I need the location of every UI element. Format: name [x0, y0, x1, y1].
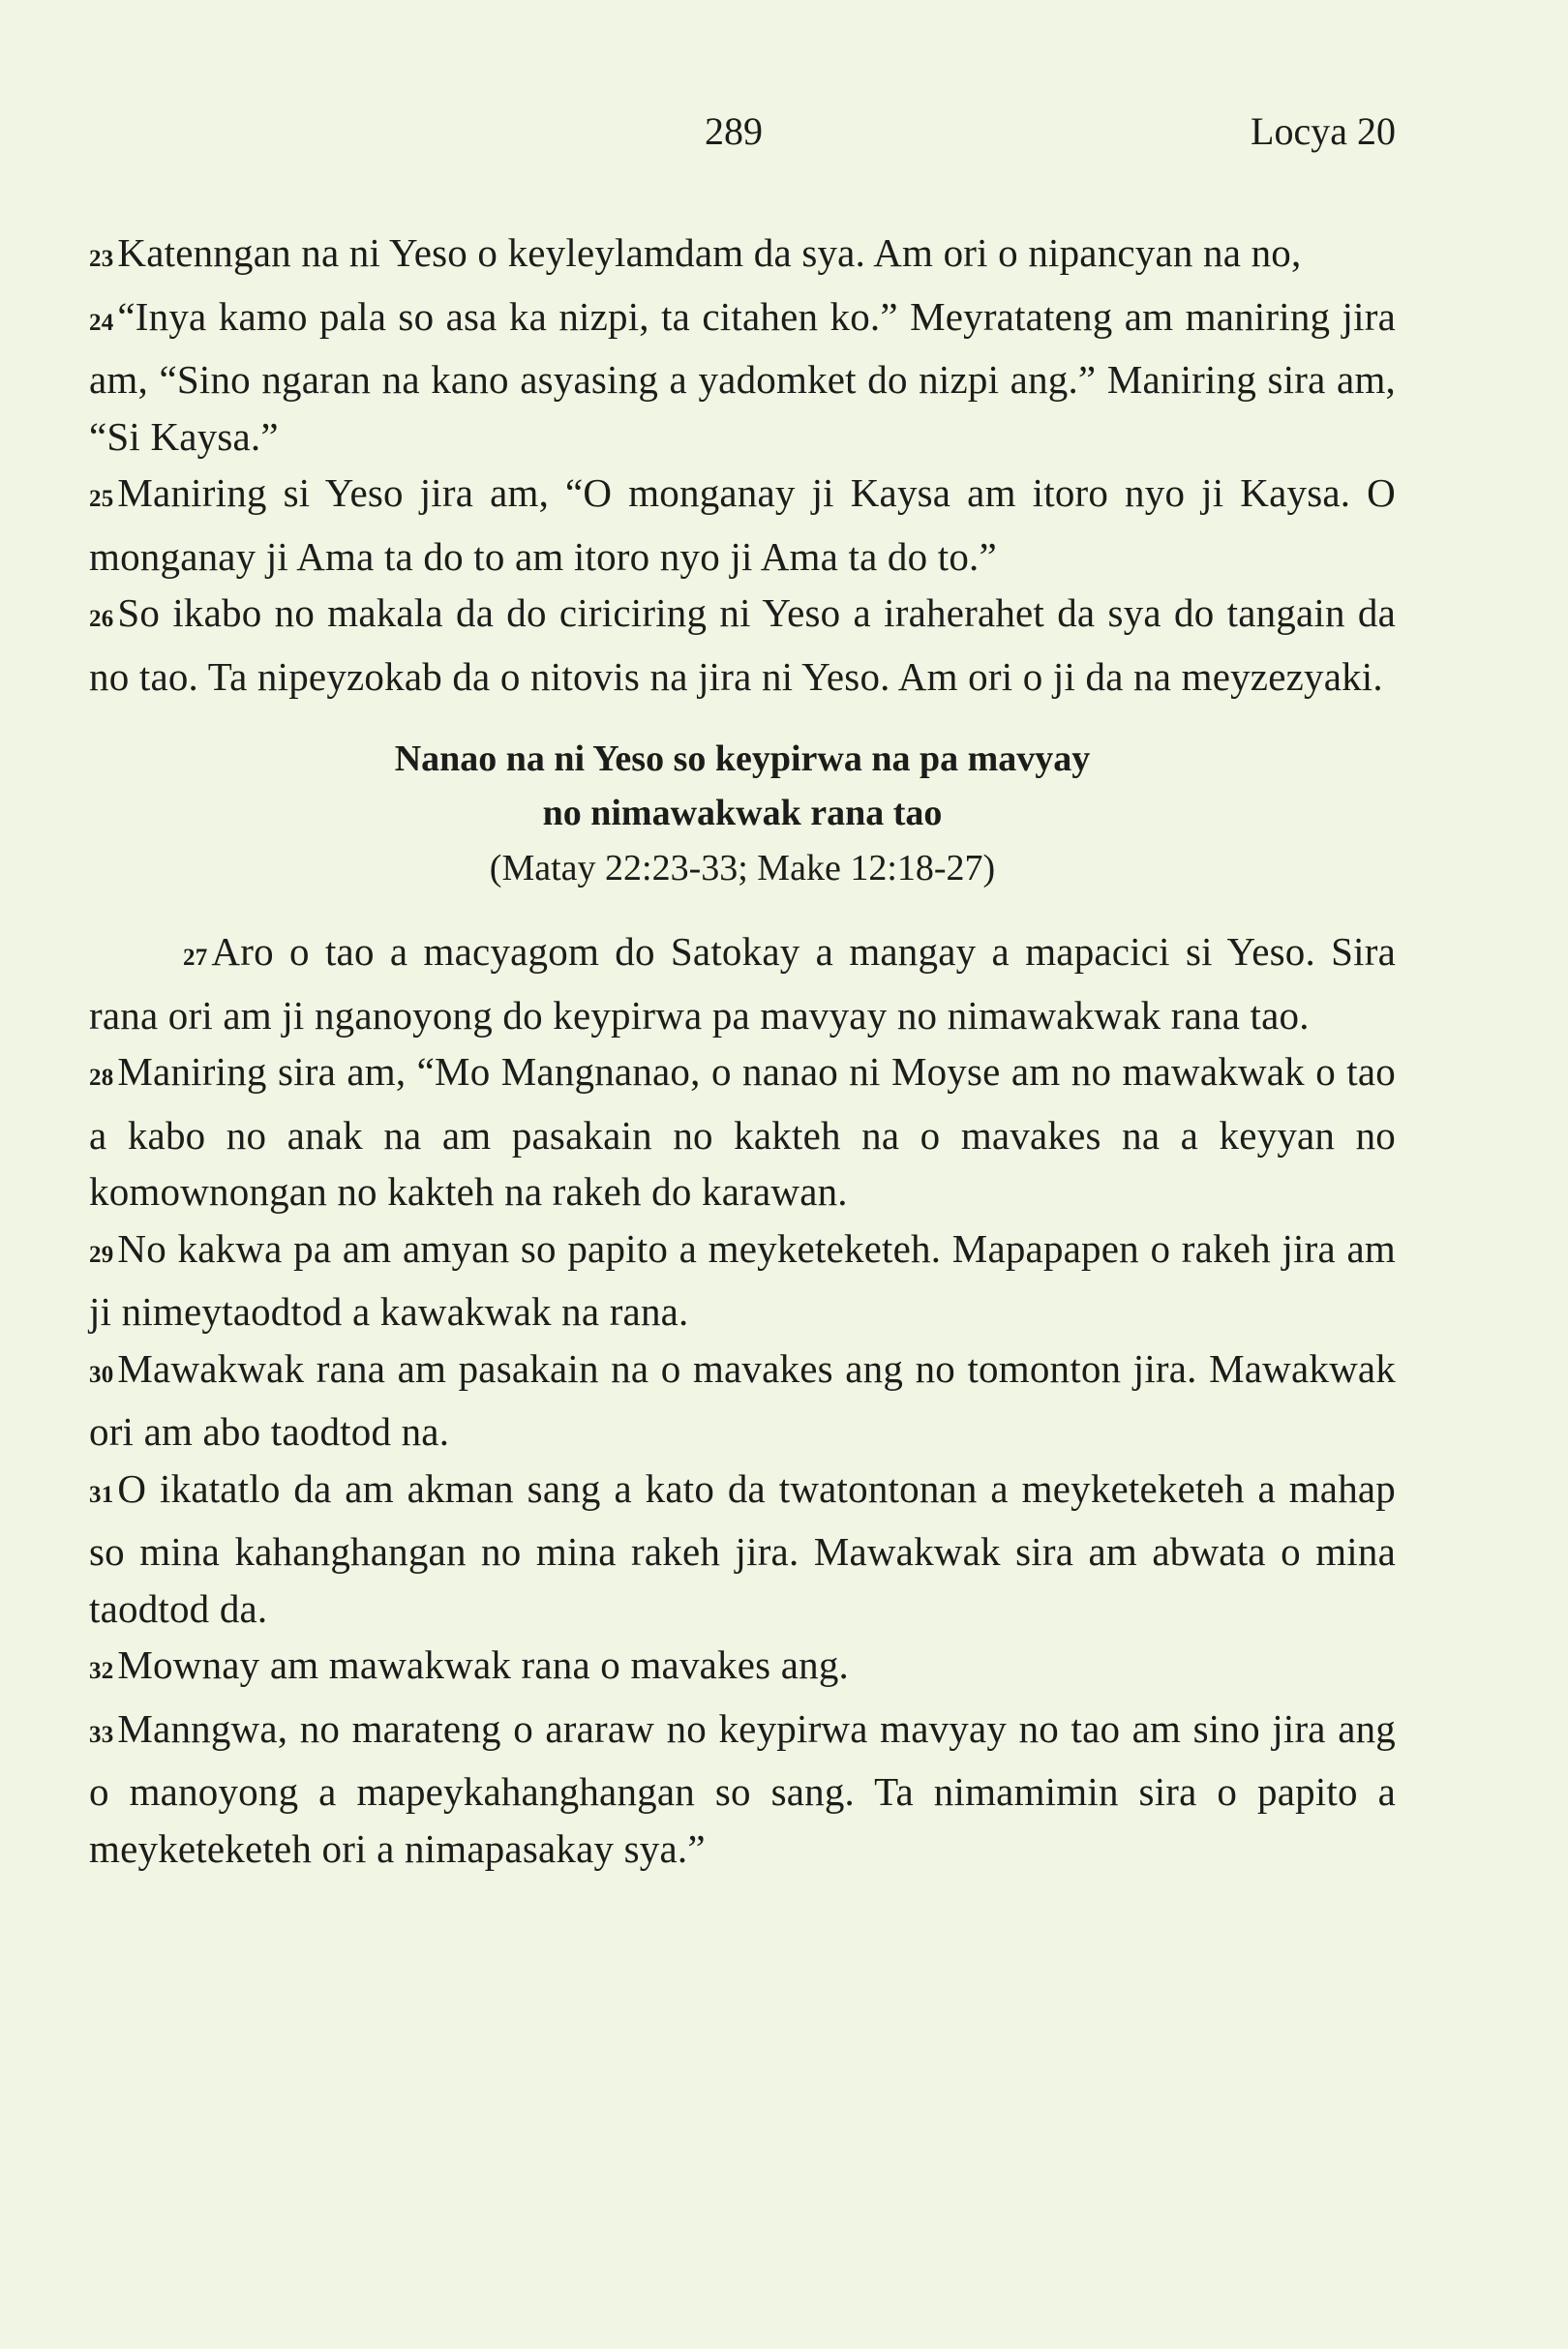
verse-number: 29	[89, 1241, 114, 1268]
verse-number: 23	[89, 246, 114, 272]
section-title-line-1: Nanao na ni Yeso so keypirwa na pa mavyay	[394, 738, 1091, 779]
verse-number: 28	[89, 1065, 114, 1091]
verse-text: So ikabo no makala da do ciriciring ni Yeso a iraherahet da sya do tangain da no tao. Ta nipeyzokab da o nitovis na jira ni Yeso. Am ori o ji da na meyzezyaki.	[89, 590, 1396, 699]
verse	[89, 1220, 1396, 1340]
verse-number: 24	[89, 309, 114, 336]
verse-text: Mawakwak rana am pasakain na o mavakes ang no tomonton jira. Mawakwak ori am abo taodtod na.	[89, 1345, 1396, 1454]
verses-after-section	[89, 923, 1396, 1877]
verse-number: 26	[89, 606, 114, 632]
page-number: 289	[705, 109, 763, 153]
verse-number: 27	[183, 945, 208, 971]
verse-number: 32	[89, 1658, 114, 1684]
verse	[89, 225, 1396, 288]
verse	[89, 1043, 1396, 1220]
verse	[89, 1340, 1396, 1461]
verse-text: No kakwa pa am amyan so papito a meyketeketeh. Mapapapen o rakeh jira am ji nimeytaodtod a kawakwak na rana.	[89, 1225, 1396, 1334]
verse	[89, 465, 1396, 585]
verse-number: 31	[89, 1481, 114, 1508]
verse-text: Maniring si Yeso jira am, “O monganay ji Kaysa am itoro nyo ji Kaysa. O monganay ji Ama ta do to am itoro nyo ji Ama ta do to.”	[89, 470, 1396, 579]
verse-text: Manngwa, no marateng o araraw no keypirwa mavyay no tao am sino jira ang o manoyong a mapeykahanghangan so sang. Ta nimamimin sira o papito a meyketeketeh ori a nimapasakay sya.”	[89, 1705, 1396, 1871]
verse-number: 25	[89, 486, 114, 512]
verse	[89, 585, 1396, 705]
verse	[89, 1701, 1396, 1878]
verse-number: 33	[89, 1721, 114, 1748]
verse-text: “Inya kamo pala so asa ka nizpi, ta citahen ko.” Meyratateng am maniring jira am, “Sino ngaran na kano asyasing a yadomket do nizpi ang.” Maniring sira am, “Si Kaysa.”	[89, 293, 1396, 459]
section-reference: (Matay 22:23-33; Make 12:18-27)	[489, 848, 996, 888]
verses-before-section	[89, 225, 1396, 705]
verse-text: O ikatatlo da am akman sang a kato da twatontonan a meyketeketeh a mahap so mina kahanghangan no mina rakeh jira. Mawakwak sira am abwata o mina taodtod da.	[89, 1465, 1396, 1631]
verse-text: Katenngan na ni Yeso o keyleylamdam da sya. Am ori o nipancyan na no,	[117, 230, 1302, 275]
verse	[89, 1637, 1396, 1701]
verse	[89, 288, 1396, 466]
verse	[89, 923, 1396, 1043]
running-head: Locya 20	[1251, 109, 1396, 153]
page-body	[89, 225, 1396, 1877]
page-header	[0, 108, 1568, 166]
verse-text: Aro o tao a macyagom do Satokay a mangay a mapacici si Yeso. Sira rana ori am ji nganoyong do keypirwa pa mavyay no nimawakwak rana tao.	[89, 929, 1396, 1038]
verse-text: Mownay am mawakwak rana o mavakes ang.	[117, 1642, 849, 1687]
verse	[89, 1461, 1396, 1638]
section-title-line-2: no nimawakwak rana tao	[542, 793, 943, 833]
verse-number: 30	[89, 1361, 114, 1388]
section-heading	[89, 732, 1396, 896]
verse-text: Maniring sira am, “Mo Mangnanao, o nanao ni Moyse am no mawakwak o tao a kabo no anak na am pasakain no kakteh na o mavakes na a keyyan no komownongan no kakteh na rakeh do karawan.	[89, 1049, 1396, 1214]
